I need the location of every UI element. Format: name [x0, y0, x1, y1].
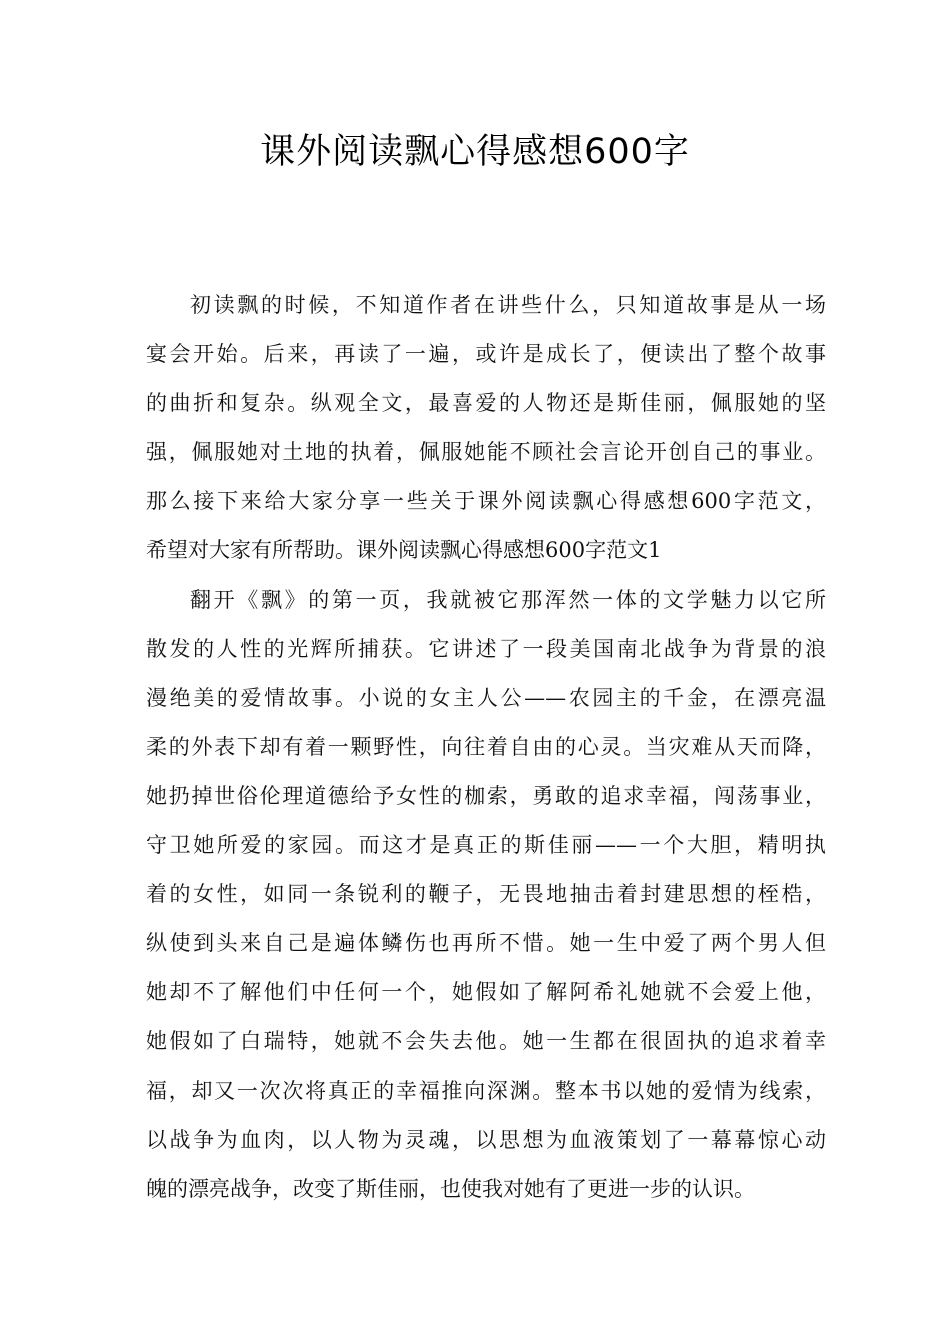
paragraph-line: 散发的人性的光辉所捕获。它讲述了一段美国南北战争为背景的浪: [146, 636, 826, 661]
paragraph-line: 以战争为血肉，以人物为灵魂，以思想为血液策划了一幕幕惊心动: [146, 1127, 826, 1152]
paragraph-line: 那么接下来给大家分享一些关于课外阅读飘心得感想600字范文，: [146, 489, 826, 514]
paragraph-line: 着的女性，如同一条锐利的鞭子，无畏地抽击着封建思想的桎梏，: [146, 882, 826, 907]
paragraph-line: 纵使到头来自己是遍体鳞伤也再所不惜。她一生中爱了两个男人但: [146, 931, 826, 956]
paragraph-line: 宴会开始。后来，再读了一遍，或许是成长了，便读出了整个故事: [146, 342, 826, 367]
paragraph-line: 她扔掉世俗伦理道德给予女性的枷索，勇敢的追求幸福，闯荡事业，: [146, 783, 826, 808]
paragraph-line: 的曲折和复杂。纵观全文，最喜爱的人物还是斯佳丽，佩服她的坚: [146, 391, 826, 416]
paragraph-line: 漫绝美的爱情故事。小说的女主人公——农园主的千金，在漂亮温: [146, 685, 826, 710]
paragraph-line: 福，却又一次次将真正的幸福推向深渊。整本书以她的爱情为线索，: [146, 1078, 826, 1103]
paragraph-line: 魄的漂亮战争，改变了斯佳丽，也使我对她有了更进一步的认识。: [146, 1176, 755, 1201]
paragraph-line: 希望对大家有所帮助。课外阅读飘心得感想600字范文1: [146, 538, 662, 563]
document-body: [146, 281, 826, 1214]
paragraph-line: 初读飘的时候，不知道作者在讲些什么，只知道故事是从一场: [190, 293, 826, 317]
paragraph-1: [146, 281, 826, 576]
paragraph-line: 她假如了白瑞特，她就不会失去他。她一生都在很固执的追求着幸: [146, 1029, 826, 1054]
paragraph-line: 她却不了解他们中任何一个，她假如了解阿希礼她就不会爱上他，: [146, 980, 826, 1005]
paragraph-line: 强，佩服她对土地的执着，佩服她能不顾社会言论开创自己的事业。: [146, 440, 826, 465]
paragraph-line: 翻开《飘》的第一页，我就被它那浑然一体的文学魅力以它所: [190, 587, 826, 612]
paragraph-2: [146, 576, 826, 1214]
paragraph-line: 柔的外表下却有着一颗野性，向往着自由的心灵。当灾难从天而降，: [146, 734, 826, 759]
paragraph-line: 守卫她所爱的家园。而这才是真正的斯佳丽——一个大胆，精明执: [146, 833, 826, 858]
document-title: 课外阅读飘心得感想600字: [260, 132, 690, 172]
